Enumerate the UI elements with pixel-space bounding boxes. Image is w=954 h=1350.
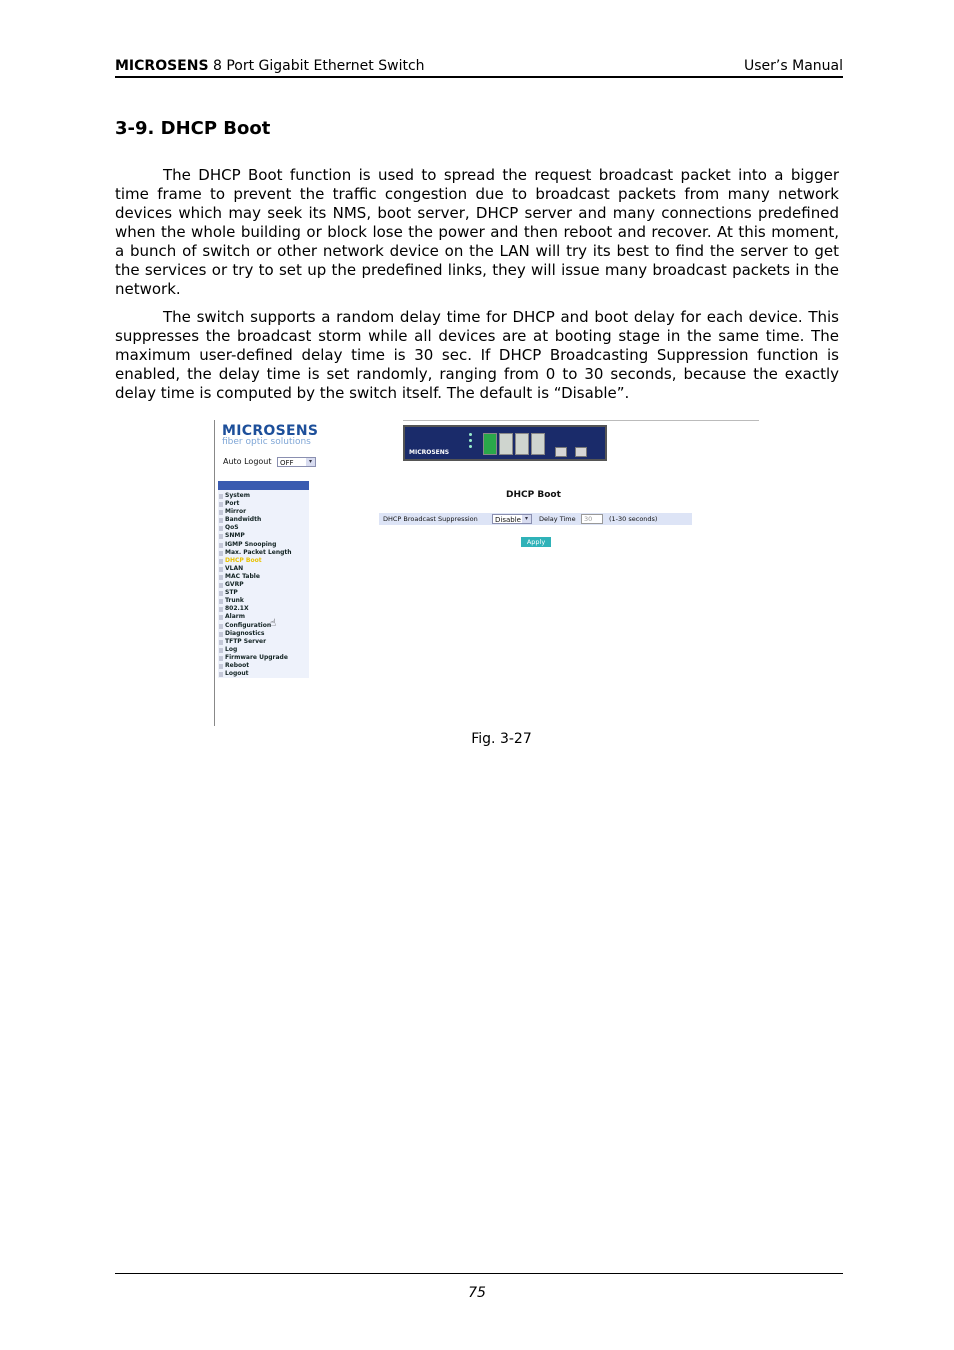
menu-list xyxy=(218,492,292,678)
delay-time-input[interactable]: 30 xyxy=(581,514,603,524)
menu-header-bar xyxy=(218,481,309,490)
suppression-select[interactable] xyxy=(492,514,532,524)
menu-item[interactable]: Log xyxy=(218,646,292,654)
menu-item[interactable]: System xyxy=(218,492,292,500)
section-title: 3-9. DHCP Boot xyxy=(115,118,271,139)
paragraph-1: The DHCP Boot function is used to spread the request broadcast packet into a bigger time frame to prevent the traffic congestion due to broadcast packets from many network devices which may seek its NMS, boot server, DHCP server and many connections predefined when the whole building or block lose the power and then reboot and recover. At this moment, a bunch of switch or other network device on the LAN will try its best to find the server to get the services or try to set up the predefined links, they will issue many broadcast packets in the network. xyxy=(115,166,839,298)
suppression-label: DHCP Broadcast Suppression xyxy=(383,515,478,523)
menu-item[interactable]: MAC Table xyxy=(218,573,292,581)
sfp-port-icon[interactable] xyxy=(575,447,587,457)
figure-caption: Fig. 3-27 xyxy=(471,731,532,747)
page-number: 75 xyxy=(468,1285,486,1301)
menu-item[interactable]: GVRP xyxy=(218,581,292,589)
port-icon[interactable] xyxy=(531,433,545,455)
header-title xyxy=(115,58,425,74)
dhcp-boot-screenshot xyxy=(214,420,759,726)
header-product: 8 Port Gigabit Ethernet Switch xyxy=(208,58,425,74)
suppression-value: Disable xyxy=(495,516,521,524)
switch-front-panel xyxy=(403,425,607,461)
menu-item[interactable]: Max. Packet Length xyxy=(218,549,292,557)
dhcp-settings-row xyxy=(379,513,692,525)
screenshot-logo: MICROSENS xyxy=(222,423,319,439)
screenshot-logo-tagline: fiber optic solutions xyxy=(222,437,311,447)
menu-item[interactable]: Reboot xyxy=(218,662,292,670)
device-brand-label: MICROSENS xyxy=(409,449,450,456)
menu-item[interactable]: DHCP Boot xyxy=(218,557,292,565)
menu-item[interactable]: Trunk xyxy=(218,597,292,605)
chevron-down-icon: ▾ xyxy=(306,458,315,466)
menu-item[interactable]: Port xyxy=(218,500,292,508)
menu-item[interactable]: Bandwidth xyxy=(218,516,292,524)
header-rule xyxy=(115,76,843,78)
page-header xyxy=(115,56,843,76)
menu-item[interactable]: SNMP xyxy=(218,532,292,540)
menu-item[interactable]: Mirror xyxy=(218,508,292,516)
menu-item[interactable]: Firmware Upgrade xyxy=(218,654,292,662)
status-leds xyxy=(465,433,475,457)
menu-item[interactable]: TFTP Server xyxy=(218,638,292,646)
menu-item[interactable]: Logout xyxy=(218,670,292,678)
menu-item[interactable]: Diagnostics xyxy=(218,630,292,638)
footer-rule xyxy=(115,1273,843,1274)
paragraph-2: The switch supports a random delay time for DHCP and boot delay for each device. This suppresses the broadcast storm while all devices are at booting stage in the same time. The maximum user-defined delay time is 30 sec. If DHCP Broadcasting Suppression function is enabled, the delay time is set randomly, ranging from 0 to 30 seconds, because the exactly delay time is computed by the switch itself. The default is “Disable”. xyxy=(115,308,839,402)
auto-logout-select[interactable] xyxy=(277,457,316,467)
menu-item[interactable]: IGMP Snooping xyxy=(218,541,292,549)
port-icon[interactable] xyxy=(515,433,529,455)
menu-item[interactable]: VLAN xyxy=(218,565,292,573)
sidebar-menu xyxy=(218,481,309,678)
pointer-cursor-icon: ☝ xyxy=(270,618,277,629)
menu-item[interactable]: Configuration xyxy=(218,622,292,630)
menu-item[interactable]: STP xyxy=(218,589,292,597)
header-brand: MICROSENS xyxy=(115,58,209,74)
menu-item[interactable]: Alarm xyxy=(218,613,292,621)
auto-logout-value: OFF xyxy=(280,459,294,467)
delay-time-label: Delay Time xyxy=(539,515,576,523)
screenshot-top-rule xyxy=(403,420,759,421)
menu-item[interactable]: 802.1X xyxy=(218,605,292,613)
header-manual-label: User’s Manual xyxy=(744,58,843,74)
menu-item[interactable]: QoS xyxy=(218,524,292,532)
form-title: DHCP Boot xyxy=(506,490,561,500)
auto-logout-label: Auto Logout xyxy=(223,457,272,466)
delay-time-hint: (1-30 seconds) xyxy=(609,515,658,523)
chevron-down-icon: ▾ xyxy=(522,515,531,523)
sfp-port-icon[interactable] xyxy=(555,447,567,457)
port-icon[interactable] xyxy=(483,433,497,455)
port-icon[interactable] xyxy=(499,433,513,455)
apply-button[interactable]: Apply xyxy=(521,537,551,547)
